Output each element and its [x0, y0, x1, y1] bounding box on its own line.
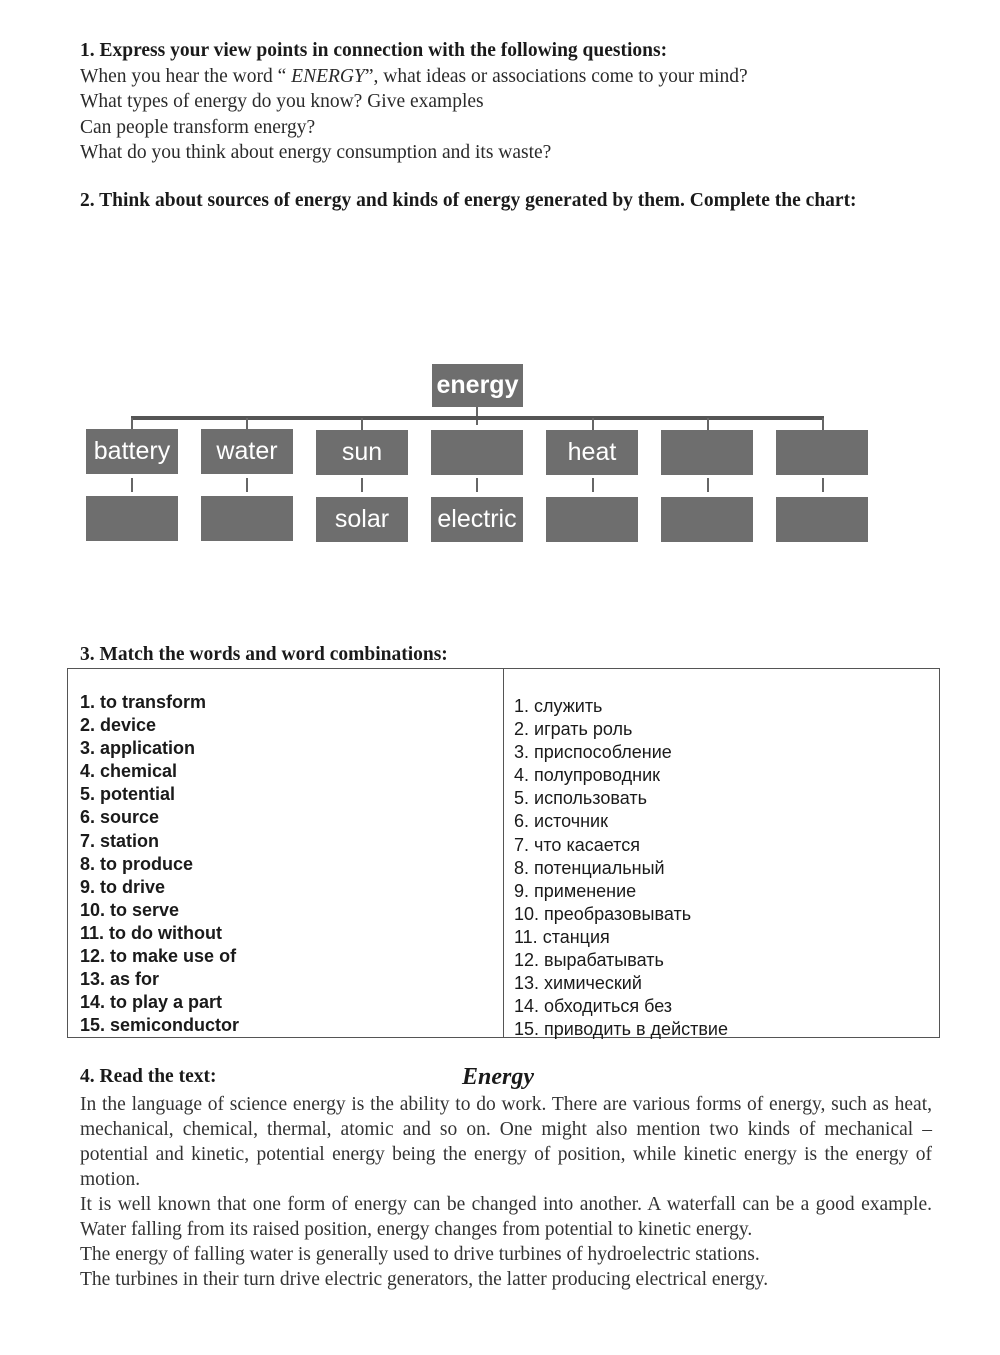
russian-term: 4. полупроводник — [514, 765, 660, 786]
section-4-header — [80, 1066, 932, 1092]
english-term: 1. to transform — [80, 692, 207, 712]
chart-connector — [361, 478, 363, 492]
chart-kind-box-empty[interactable] — [201, 496, 293, 541]
question-4: What do you think about energy consumption and its waste? — [80, 142, 552, 163]
chart-horizontal-connector — [131, 416, 824, 420]
chart-kind-box-empty[interactable] — [546, 497, 638, 542]
english-term: 9. to drive — [80, 876, 166, 897]
chart-connector — [246, 478, 248, 492]
chart-source-box: sun — [316, 430, 408, 475]
english-term: 13. as for — [80, 969, 160, 990]
question-1-text-a: When you hear the word “ — [80, 65, 292, 87]
question-1-text-b: ”, what ideas or associations come to your mind? — [364, 65, 748, 87]
chart-connector — [822, 478, 824, 492]
english-term: 10. to serve — [80, 899, 180, 920]
english-term: 3. application — [80, 738, 196, 759]
chart-connector — [707, 418, 709, 430]
chart-connector — [707, 478, 709, 492]
question-1-emphasis: ENERGY — [291, 65, 365, 87]
chart-kind-box: solar — [316, 497, 408, 542]
russian-term: 1. служить — [514, 696, 603, 716]
chart-source-box-empty[interactable] — [776, 430, 868, 475]
russian-term: 6. источник — [514, 811, 608, 832]
russian-term: 2. играть роль — [514, 719, 633, 740]
russian-term: 13. химический — [514, 973, 642, 994]
russian-term: 8. потенциальный — [514, 857, 665, 878]
question-1 — [80, 64, 940, 90]
english-term: 4. chemical — [80, 761, 178, 782]
section-3-heading: 3. Match the words and word combinations: — [80, 644, 448, 665]
russian-term: 9. применение — [514, 880, 637, 901]
chart-connector — [592, 478, 594, 492]
chart-connector — [822, 418, 824, 430]
chart-kind-box-empty[interactable] — [661, 497, 753, 542]
chart-source-box-empty[interactable] — [661, 430, 753, 475]
english-term: 15. semiconductor — [80, 1015, 240, 1036]
chart-source-box: battery — [86, 429, 178, 474]
match-table — [67, 668, 940, 1038]
question-3: Can people transform energy? — [80, 116, 316, 138]
russian-term: 10. преобразовывать — [514, 903, 692, 924]
russian-term: 3. приспособление — [514, 742, 672, 763]
paragraph: The turbines in their turn drive electric generators, the latter producing electrical energy. — [80, 1269, 769, 1290]
russian-term: 12. вырабатывать — [514, 950, 664, 971]
english-column — [68, 669, 504, 1037]
chart-source-box-empty[interactable] — [431, 430, 523, 475]
russian-term: 7. что касается — [514, 834, 640, 855]
russian-column — [504, 669, 939, 1040]
chart-connector — [361, 418, 363, 430]
english-term: 11. to do without — [80, 922, 222, 943]
english-term: 14. to play a part — [80, 992, 223, 1013]
chart-connector — [131, 478, 133, 492]
chart-source-box: water — [201, 429, 293, 474]
english-term: 2. device — [80, 715, 157, 736]
paragraph: In the language of science energy is the ability to do work. There are various forms of energy, such as heat, mechanical, chemical, thermal, atomic and so on. One might also mention two kinds of mechanical – potential and kinetic, potential energy being the energy of position, while kinetic energy is the energy of motion. — [80, 1094, 932, 1190]
russian-term: 11. станция — [514, 926, 610, 947]
section-4-heading: 4. Read the text: — [80, 1066, 217, 1087]
english-term: 6. source — [80, 807, 160, 828]
chart-root-box: energy — [432, 364, 523, 407]
question-2: What types of energy do you know? Give examples — [80, 91, 484, 112]
russian-term: 14. обходиться без — [514, 996, 673, 1017]
chart-kind-box: electric — [431, 497, 523, 542]
english-term: 7. station — [80, 830, 160, 851]
chart-connector — [476, 478, 478, 492]
russian-term: 5. использовать — [514, 788, 647, 809]
chart-kind-box-empty[interactable] — [86, 496, 178, 541]
text-title: Energy — [462, 1064, 534, 1090]
section-1-heading: 1. Express your view points in connection with the following questions: — [80, 40, 668, 61]
russian-term: 15. приводить в действие — [514, 1019, 728, 1040]
english-term: 5. potential — [80, 784, 176, 805]
section-1 — [80, 38, 940, 166]
paragraph: It is well known that one form of energy can be changed into another. A waterfall can be a good example. Water falling from its raised position, energy changes from potential to kinetic energy. — [80, 1194, 932, 1240]
chart-kind-box-empty[interactable] — [776, 497, 868, 542]
chart-source-box: heat — [546, 430, 638, 475]
section-4 — [80, 1066, 932, 1292]
english-term: 8. to produce — [80, 853, 194, 874]
english-term: 12. to make use of — [80, 946, 237, 967]
section-2-heading: 2. Think about sources of energy and kinds of energy generated by them. Complete the chart: — [80, 190, 857, 211]
chart-connector — [592, 418, 594, 430]
paragraph: The energy of falling water is generally used to drive turbines of hydroelectric stations. — [80, 1244, 760, 1265]
